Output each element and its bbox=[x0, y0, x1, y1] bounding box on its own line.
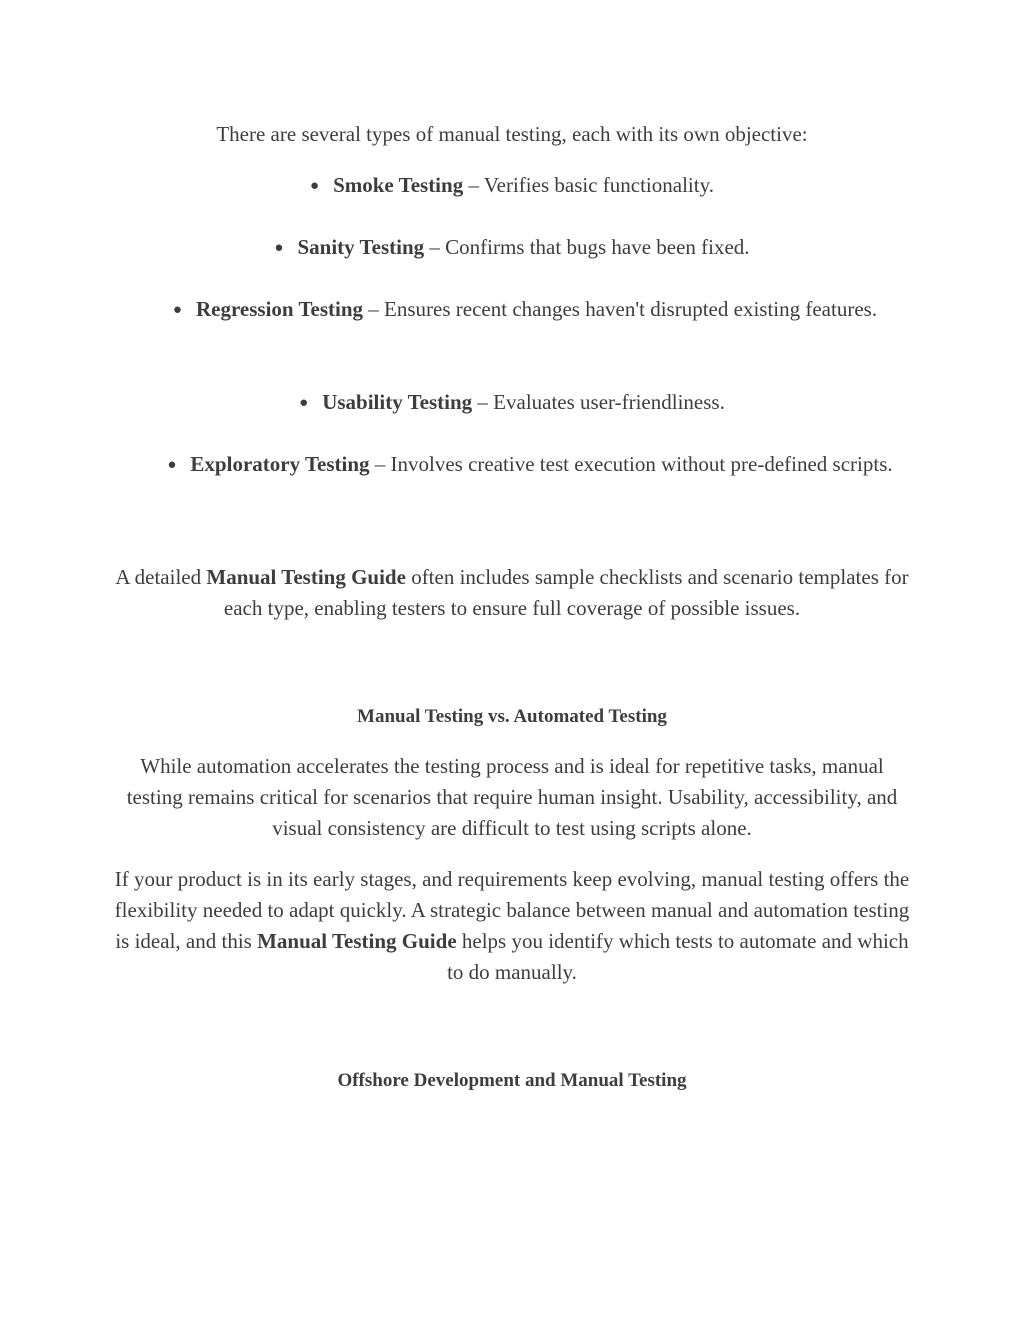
bullet-dot-icon: ● bbox=[310, 178, 320, 194]
guide-text-bold: Manual Testing Guide bbox=[206, 565, 406, 589]
bullet-term: Usability Testing bbox=[322, 390, 473, 414]
bullet-dot-icon: ● bbox=[167, 457, 177, 473]
bullet-dot-icon: ● bbox=[274, 240, 284, 256]
vs2-text-after: helps you identify which tests to automate and which to do manually. bbox=[447, 929, 909, 984]
bullet-dot-icon: ● bbox=[299, 395, 309, 411]
bullet-item-smoke bbox=[120, 170, 904, 202]
guide-text-after: often includes sample checklists and scenario templates for each type, enabling testers to ensure full coverage of possible issues. bbox=[223, 565, 909, 620]
bullet-item-regression bbox=[160, 294, 890, 326]
bullet-dot-icon: ● bbox=[172, 302, 182, 318]
section-heading-manual-vs-automated: Manual Testing vs. Automated Testing bbox=[357, 706, 667, 727]
bullet-term: Regression Testing bbox=[195, 297, 364, 321]
bullet-desc: – Ensures recent changes haven't disrupted existing features. bbox=[363, 297, 878, 321]
bullet-term: Exploratory Testing bbox=[190, 452, 370, 476]
bullet-item-exploratory bbox=[150, 449, 910, 481]
intro-paragraph: There are several types of manual testing, each with its own objective: bbox=[216, 122, 808, 146]
bullet-item-sanity bbox=[120, 232, 904, 264]
vs2-text-before: If your product is in its early stages, and requirements keep evolving, manual testing offers the flexibility needed to adapt quickly. A strategic balance between manual and automation testing is ideal, and this bbox=[114, 867, 910, 953]
bullet-desc: – Involves creative test execution without pre-defined scripts. bbox=[369, 452, 893, 476]
guide-paragraph bbox=[112, 562, 912, 624]
bullet-desc: – Confirms that bugs have been fixed. bbox=[424, 235, 750, 259]
vs-paragraph-1: While automation accelerates the testing process and is ideal for repetitive tasks, manual testing remains critical for scenarios that require human insight. Usability, accessibility, and visual consistency are difficult to test using scripts alone. bbox=[126, 754, 898, 840]
vs2-text-bold: Manual Testing Guide bbox=[257, 929, 457, 953]
vs-paragraph-2 bbox=[112, 864, 912, 988]
bullet-term: Smoke Testing bbox=[333, 173, 464, 197]
bullet-item-usability bbox=[120, 387, 904, 419]
bullet-desc: – Verifies basic functionality. bbox=[463, 173, 714, 197]
bullet-term: Sanity Testing bbox=[297, 235, 425, 259]
section-heading-offshore: Offshore Development and Manual Testing bbox=[337, 1070, 687, 1091]
bullet-desc: – Evaluates user-friendliness. bbox=[472, 390, 725, 414]
guide-text-before: A detailed bbox=[115, 565, 207, 589]
